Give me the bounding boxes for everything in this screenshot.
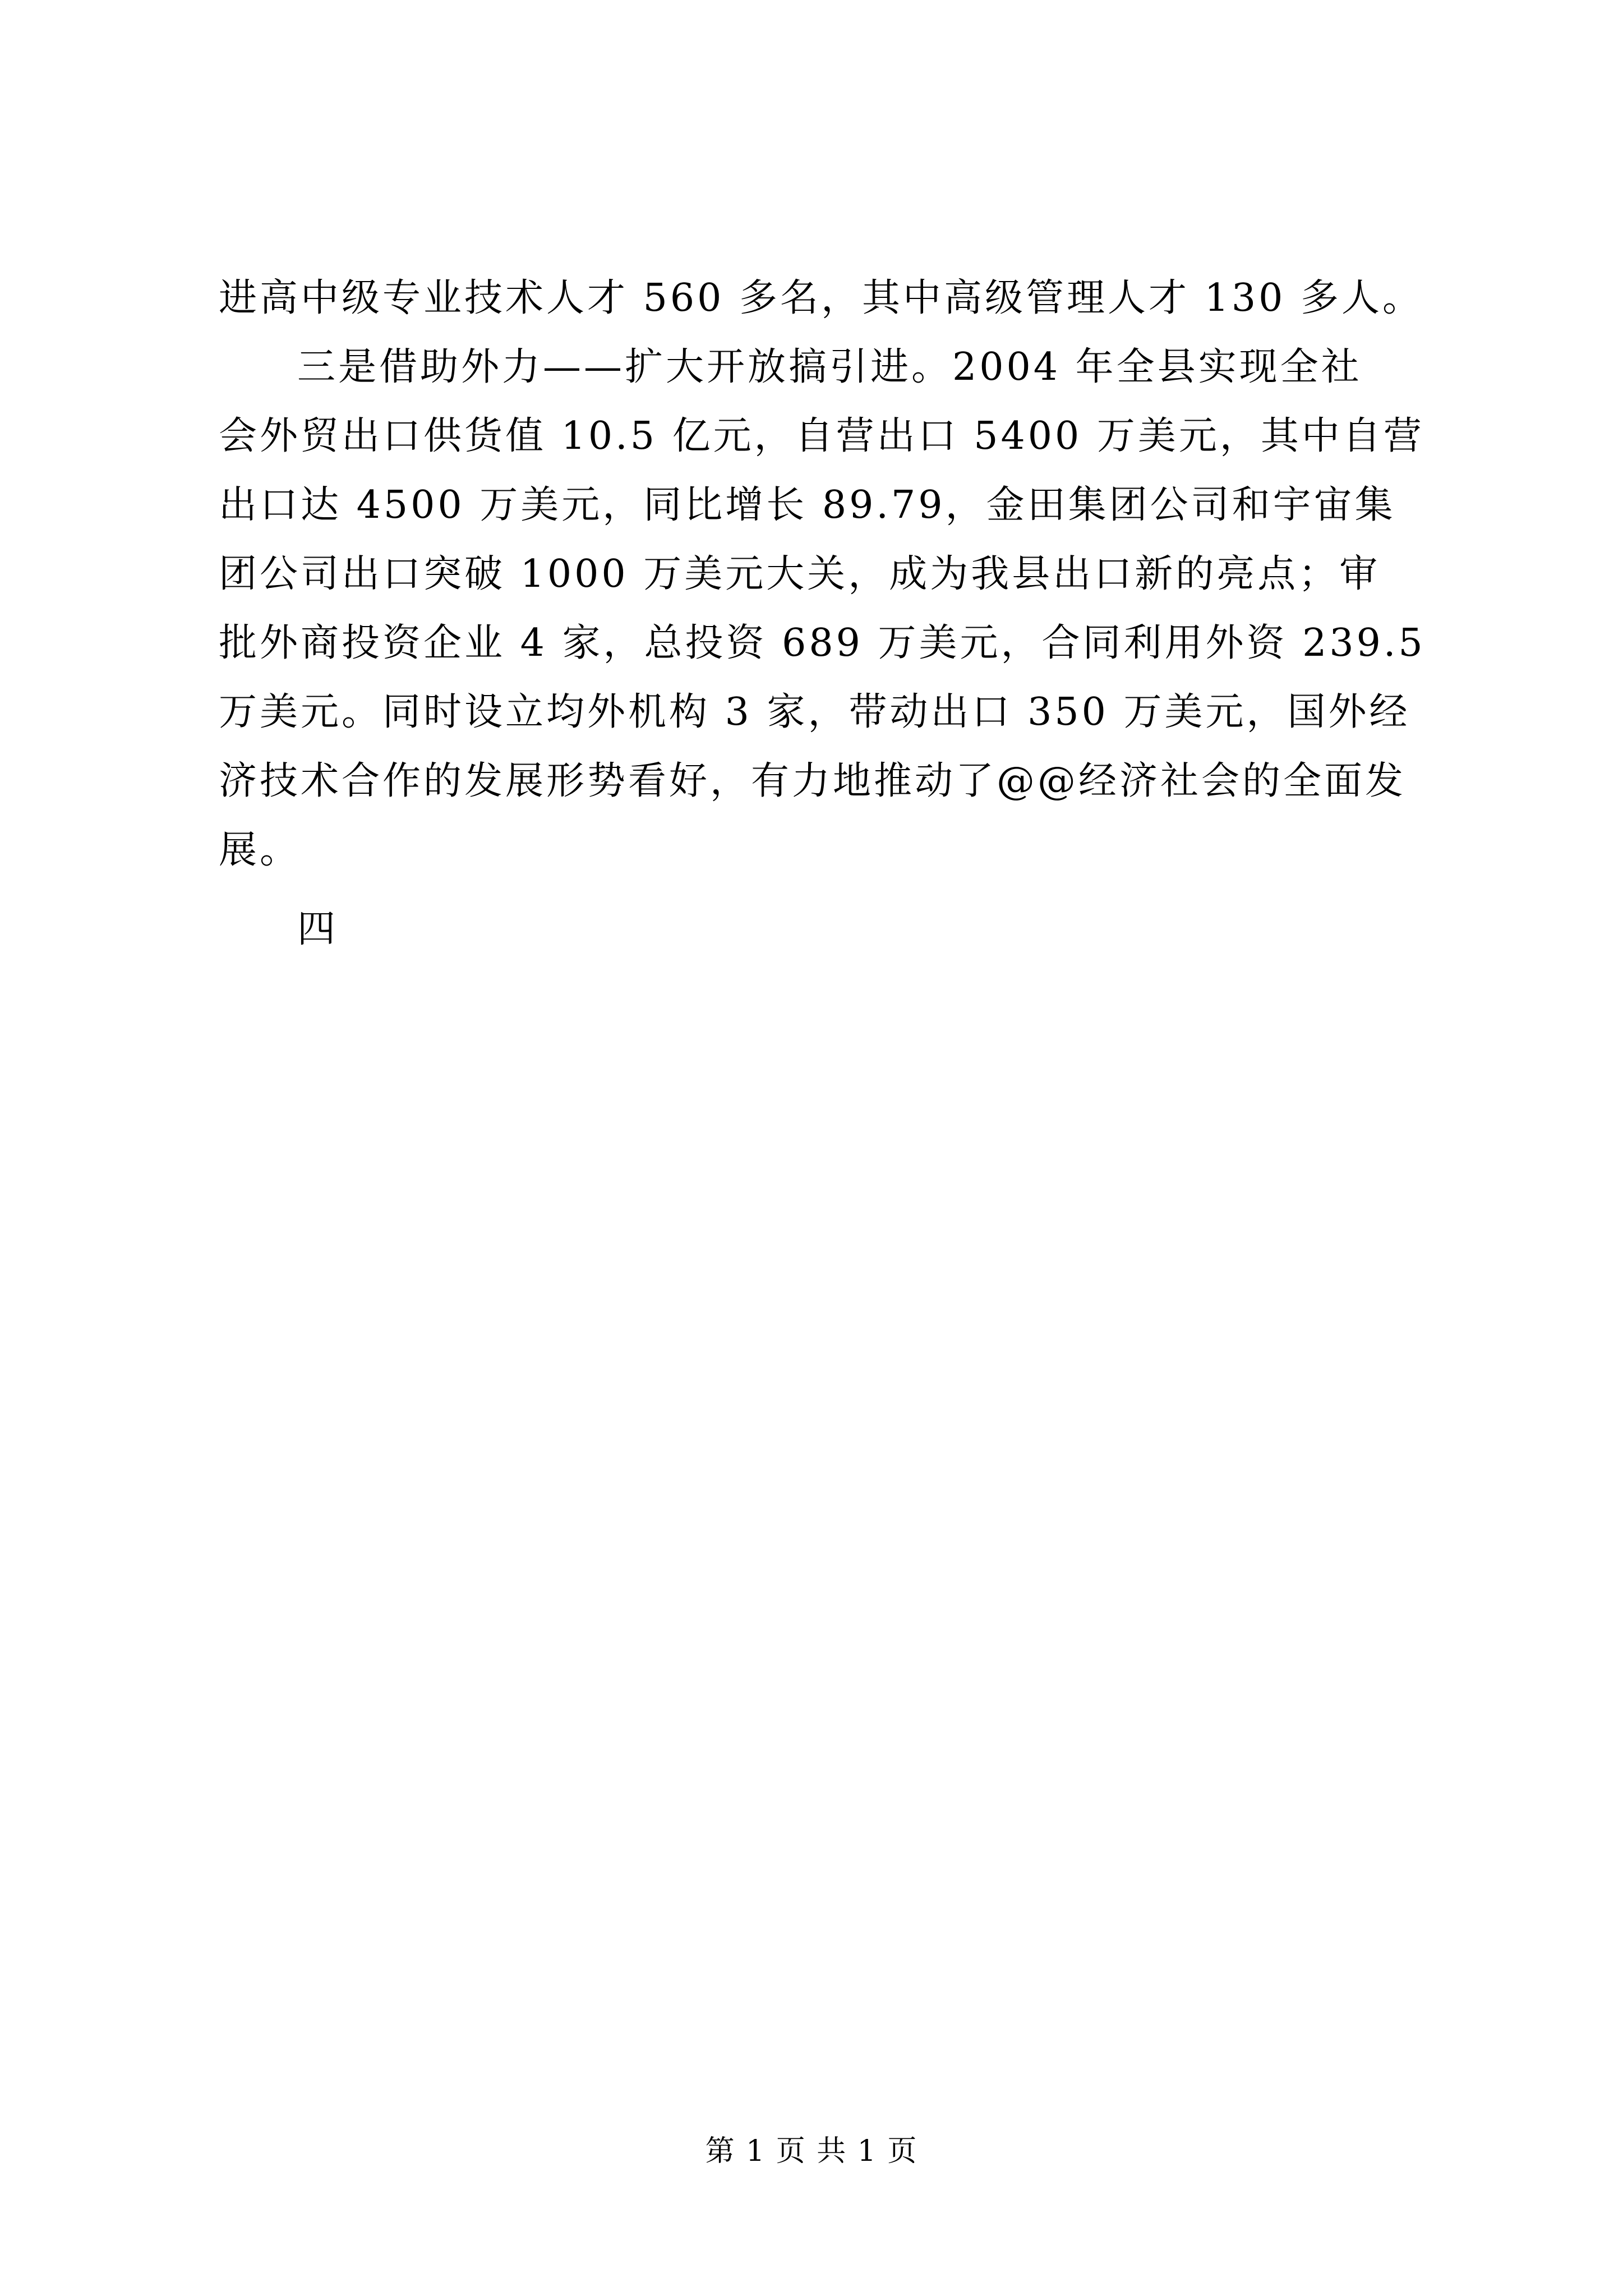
text-line: 进高中级专业技术人才 560 多名，其中高级管理人才 130 多人。 bbox=[219, 276, 1424, 320]
text-line: 万美元。同时设立均外机构 3 家，带动出口 350 万美元，国外经 bbox=[219, 690, 1410, 734]
page-footer: 第 1 页 共 1 页 bbox=[705, 2134, 918, 2168]
text-line: 展。 bbox=[219, 828, 301, 872]
text-line: 出口达 4500 万美元，同比增长 89.79，金田集团公司和宇宙集 bbox=[219, 483, 1396, 527]
text-line: 团公司出口突破 1000 万美元大关，成为我县出口新的亮点；审 bbox=[219, 552, 1381, 596]
text-line: 批外商投资企业 4 家，总投资 689 万美元，合同利用外资 239.5 bbox=[219, 621, 1426, 665]
text-line: 三是借助外力——扩大开放搞引进。2004 年全县实现全社 bbox=[297, 345, 1362, 389]
text-line: 会外贸出口供货值 10.5 亿元，自营出口 5400 万美元，其中自营 bbox=[219, 414, 1424, 458]
document-body bbox=[219, 264, 1424, 964]
section-heading: 四 bbox=[297, 907, 339, 951]
text-line: 济技术合作的发展形势看好，有力地推动了@@经济社会的全面发 bbox=[219, 759, 1407, 803]
